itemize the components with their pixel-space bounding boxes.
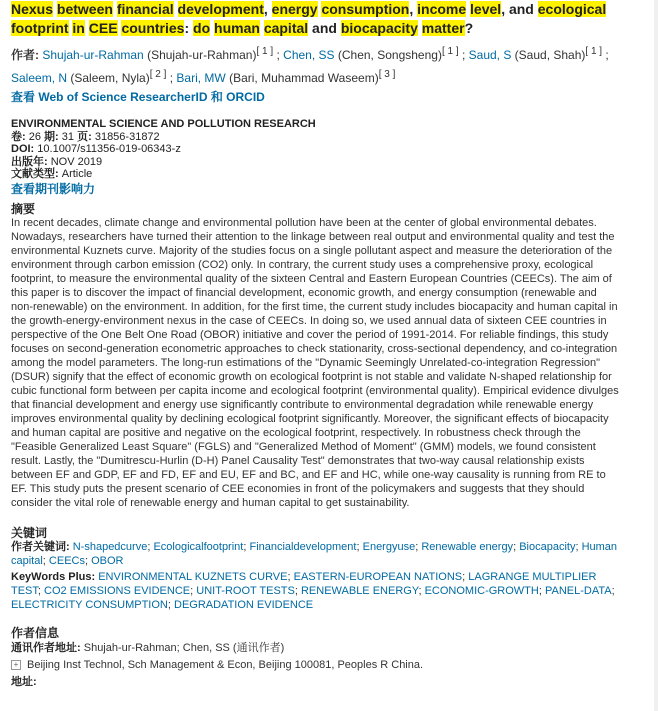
author-link[interactable]: Saud, S <box>468 48 512 62</box>
title-text: : <box>184 20 194 36</box>
keyword-plus-link[interactable]: DEGRADATION EVIDENCE <box>174 599 314 611</box>
author-affiliation-ref[interactable]: [ 3 ] <box>378 69 396 80</box>
address-row <box>11 674 621 691</box>
author-separator: ; <box>273 48 284 62</box>
author-link[interactable]: Shujah-ur-Rahman <box>42 48 144 62</box>
author-fullname: (Saud, Shah) <box>511 48 586 62</box>
volume-issue-pages <box>11 131 621 144</box>
scrollbar-track[interactable] <box>654 0 658 711</box>
author-keywords: 作者关键词: N-shapedcurve; Ecologicalfootprint; Financialdevelopment; Energyuse; Renewable energy; Biocapacity; Human capital; CEECs; OBOR <box>11 541 618 567</box>
title-highlight-term: financial <box>116 1 174 17</box>
corresponding-author <box>11 640 621 657</box>
doi-label: DOI: <box>11 143 35 155</box>
researcher-id-link[interactable]: 查看 Web of Science ResearcherID 和 ORCID <box>11 90 265 104</box>
volume-label: 卷: <box>11 130 26 143</box>
author-affiliation-ref[interactable]: [ 1 ] <box>441 46 459 57</box>
title-text: , and <box>501 1 538 17</box>
doi-line <box>11 143 621 156</box>
title-highlight-term: countries <box>121 20 185 36</box>
journal-impact-link[interactable]: 查看期刊影响力 <box>11 181 96 196</box>
doi-value: 10.1007/s11356-019-06343-z <box>37 143 181 155</box>
author-fullname: (Shujah-ur-Rahman) <box>143 48 257 62</box>
author-keyword-link[interactable]: Financialdevelopment <box>249 541 357 553</box>
author-separator: ; <box>166 71 177 85</box>
doctype-label: 文献类型: <box>11 168 59 180</box>
journal-name: ENVIRONMENTAL SCIENCE AND POLLUTION RESEARCH <box>11 118 316 130</box>
keyword-plus-link[interactable]: ENVIRONMENTAL KUZNETS CURVE <box>98 571 288 583</box>
author-keyword-link[interactable]: Ecologicalfootprint <box>153 541 244 553</box>
title-highlight-term: do <box>193 20 211 36</box>
title-highlight-term: matter <box>421 20 465 36</box>
author-keyword-link[interactable]: Human capital <box>11 541 618 567</box>
corresponding-value: Shujah-ur-Rahman; Chen, SS (通讯作者) <box>83 642 285 654</box>
author-keyword-link[interactable]: OBOR <box>91 555 124 567</box>
title-highlight-term: consumption <box>321 1 410 17</box>
corresponding-address: Beijing Inst Technol, Sch Management & Econ, Beijing 100081, Peoples R China. <box>27 659 424 671</box>
author-link[interactable]: Chen, SS <box>283 48 335 62</box>
author-info-heading: 作者信息 <box>11 626 60 640</box>
keyword-plus-link[interactable]: CO2 EMISSIONS EVIDENCE <box>44 585 191 597</box>
title-highlight-term: development <box>177 1 264 17</box>
author-keyword-link[interactable]: Energyuse <box>362 541 416 553</box>
title-highlight-term: level <box>470 1 502 17</box>
pubdate-label: 出版年: <box>11 155 48 168</box>
title-highlight-term: human <box>214 20 260 36</box>
author-fullname: (Chen, Songsheng) <box>334 48 442 62</box>
corresponding-address-row <box>11 657 621 674</box>
pubdate-value: NOV 2019 <box>50 155 103 168</box>
pubdate-line <box>11 156 621 169</box>
doctype-value: Article <box>61 168 93 180</box>
title-highlight-term: CEE <box>88 20 118 36</box>
author-link[interactable]: Saleem, N <box>11 71 68 85</box>
keyword-plus-link[interactable]: LAGRANGE MULTIPLIER TEST <box>11 571 597 597</box>
keywords-plus-label: KeyWords Plus: <box>11 571 96 583</box>
doctype-line <box>11 168 621 181</box>
corresponding-label: 通讯作者地址: <box>11 642 81 654</box>
author-fullname: (Saleem, Nyla) <box>67 71 150 85</box>
author-separator: ; <box>602 48 609 62</box>
keyword-plus-link[interactable]: ECONOMIC-GROWTH <box>424 585 539 597</box>
title-highlight-term: capital <box>263 20 309 36</box>
author-separator: ; <box>458 48 469 62</box>
author-keywords-label: 作者关键词: <box>11 541 70 553</box>
record-content <box>11 0 621 691</box>
title-text: ? <box>464 20 474 36</box>
authors-label: 作者: <box>11 48 39 62</box>
pages-value: 31856-31872 <box>94 130 160 143</box>
title-highlight-term: energy <box>271 1 318 17</box>
title-highlight-term: footprint <box>11 20 69 36</box>
title-highlight-term: Nexus <box>11 1 54 17</box>
keyword-plus-link[interactable]: PANEL-DATA <box>544 585 612 597</box>
author-keyword-link[interactable]: CEECs <box>48 555 85 567</box>
keyword-plus-link[interactable]: UNIT-ROOT TESTS <box>196 585 295 597</box>
abstract-heading: 摘要 <box>11 202 36 216</box>
title-text: , <box>409 1 418 17</box>
address-label: 地址: <box>11 676 37 688</box>
record-title <box>11 0 621 38</box>
author-affiliation-ref[interactable]: [ 2 ] <box>149 69 167 80</box>
issue-label: 期: <box>44 130 59 143</box>
author-keyword-link[interactable]: Biocapacity <box>519 541 576 553</box>
volume-value: 26 <box>28 130 41 143</box>
keyword-plus-link[interactable]: EASTERN-EUROPEAN NATIONS <box>293 571 463 583</box>
author-affiliation-ref[interactable]: [ 1 ] <box>585 46 603 57</box>
expand-icon[interactable]: + <box>11 660 21 670</box>
pages-label: 页: <box>77 130 92 143</box>
title-text: , <box>263 1 272 17</box>
keyword-plus-link[interactable]: RENEWABLE ENERGY <box>300 585 419 597</box>
title-text: and <box>308 20 341 36</box>
keywords-heading: 关键词 <box>11 526 48 540</box>
title-text <box>174 1 178 17</box>
keyword-plus-link[interactable]: ELECTRICITY CONSUMPTION <box>11 599 168 611</box>
abstract-text: In recent decades, climate change and environmental pollution have been at the center of global environmental debates. Nowadays, researchers have turned their attention to the linkage between real output and environmental quality and test the environmental Kuznets curve. Majority of the studies focus on a single pollutant aspect and measure the deterioration of the environment through carbon emission (CO2) only. In contrary, the current study uses a comprehensive proxy, ecological footprint, to measure the environmental quality of the sixteen Central and Eastern European Countries (CEECs). The aim of this paper is to discover the impact of financial development, economic growth, and energy consumption (renewable and non-renewable) on the environment. In addition, for the first time, the current study includes biocapacity and human capital in the growth-energy-environment nexus in the case of CEECs. In doing so, we used annual data of sixteen CEE countries in perspective of the One Belt One Road (OBOR) initiative and cover the period of 1991-2014. For reliable findings, this study focuses on second-generation econometric approaches to check stationarity, cross-sectional dependency, and co-integration among the model parameters. The long-run estimations of the "Dynamic Seemingly Unrelated-co-integration Regression" (DSUR) signify that the effect of economic growth on ecological footprint is not stable and validate N-shaped relationship for cubic functional form between per capita income and ecological footprint (environmental quality). Empirical evidence divulges that financial development and energy use significantly contribute to environmental degradation while renewable energy improves environmental quality by declining ecological footprint significantly. Moreover, the significant effects of biocapacity and human capital are positive and negative on the ecological footprint, respectively. In robustness check through the "Feasible Generalized Least Square" (FGLS) and "Generalized Method of Moment" (GMM) models, we found consistent result. Lastly, the "Dumitrescu-Hurlin (D-H) Panel Causality Test" demonstrates that two-way causal relationship exists between EF and GDP, EF and FD, EF and EU, EF and BC, and EF and HC, while one-way causality is running from RE to EF. This study puts the present scenario of CEE economies in front of the policymakers and suggests that they should consider the vital role of renewable energy and human capital to get sustainability. <box>11 217 619 509</box>
author-affiliation-ref[interactable]: [ 1 ] <box>256 46 274 57</box>
author-keyword-link[interactable]: Renewable energy <box>421 541 514 553</box>
title-highlight-term: biocapacity <box>340 20 418 36</box>
author-fullname: (Bari, Muhammad Waseem) <box>225 71 379 85</box>
title-highlight-term: in <box>72 20 85 36</box>
title-highlight-term: income <box>417 1 467 17</box>
author-keyword-link[interactable]: N-shapedcurve <box>72 541 148 553</box>
keywords-plus: KeyWords Plus: ENVIRONMENTAL KUZNETS CURVE; EASTERN-EUROPEAN NATIONS; LAGRANGE MULTIPLIER TEST; CO2 EMISSIONS EVIDENCE; UNIT-ROOT TESTS; RENEWABLE ENERGY; ECONOMIC-GROWTH; PANEL-DATA; ELECTRICITY CONSUMPTION; DEGRADATION EVIDENCE <box>11 571 615 611</box>
title-highlight-term: ecological <box>537 1 607 17</box>
authors-line <box>11 42 621 88</box>
journal-info <box>11 118 621 195</box>
issue-value: 31 <box>61 130 75 143</box>
title-highlight-term: between <box>56 1 113 17</box>
author-link[interactable]: Bari, MW <box>176 71 226 85</box>
